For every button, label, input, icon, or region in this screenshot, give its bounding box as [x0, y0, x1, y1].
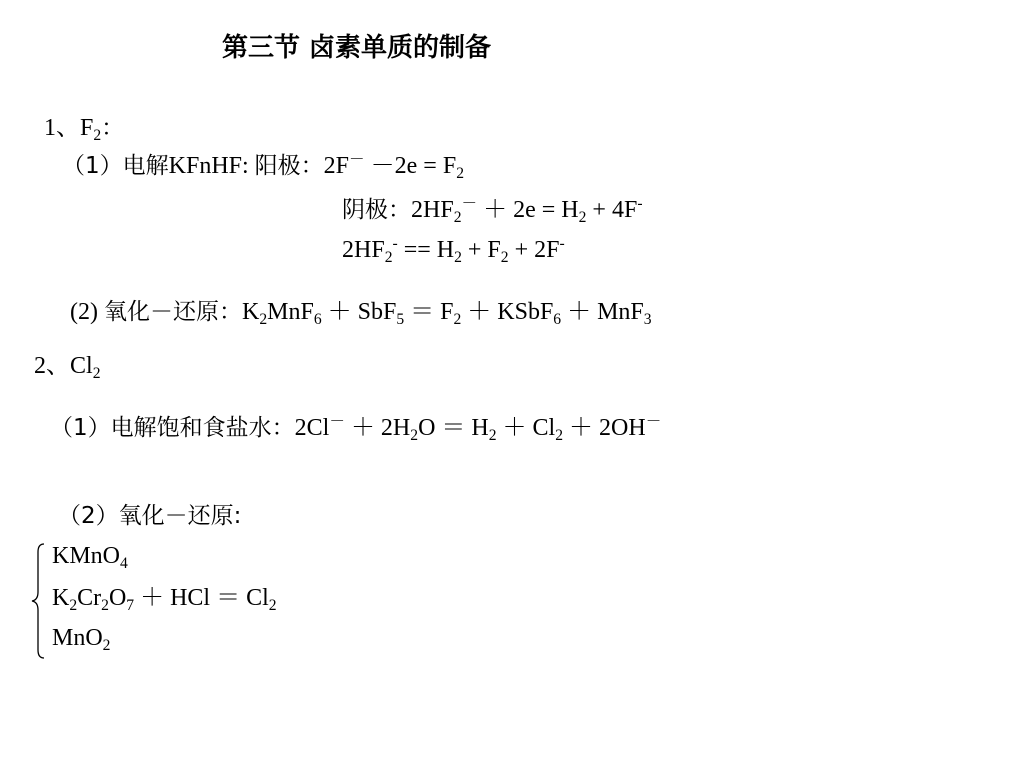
brine-electrolysis-line: （1）电解饱和食盐水：$2Cl^- + 2H_2O = H_2 + Cl_2 + 2OH^-$	[50, 413, 662, 444]
anode-label: 阳极：	[254, 153, 324, 179]
total-reaction-line: $2HF_2^- == H_2 + F_2 + 2F^-$	[342, 235, 565, 266]
reagent-mno2: MnO$_2$	[52, 625, 111, 654]
method-label: （1）电解	[62, 153, 169, 179]
electrolyte: KFnHF:	[168, 153, 255, 179]
section-1-heading: 1、$F_2$：	[44, 115, 125, 144]
reagent-k2cr2o7-line: $K_2Cr_2O_7$ ＋ HCl ＝ $Cl_2$	[52, 585, 277, 614]
reagent-kmno4: KMnO$_4$	[52, 543, 128, 572]
redox-chlorine-label: （2）氧化－还原:	[58, 503, 242, 529]
redox-fluorine-line: (2) 氧化－还原：$K_2MnF_6 + SbF_5 = F_2$ ＋ KSbF$_6$ ＋ MnF$_3$	[70, 299, 652, 328]
electrolysis-anode-line: （1）电解KFnHF: 阳极：$2F^- -2e = F_2$	[62, 151, 464, 182]
cathode-line: 阴极：$2HF_2^- + 2e = H_2 + 4F^-$	[342, 195, 643, 226]
section-2-heading: 2、$Cl_2$	[34, 353, 101, 382]
page-title: 第三节 卤素单质的制备	[222, 33, 492, 63]
left-brace	[30, 542, 46, 660]
cathode-label: 阴极：	[342, 197, 411, 223]
